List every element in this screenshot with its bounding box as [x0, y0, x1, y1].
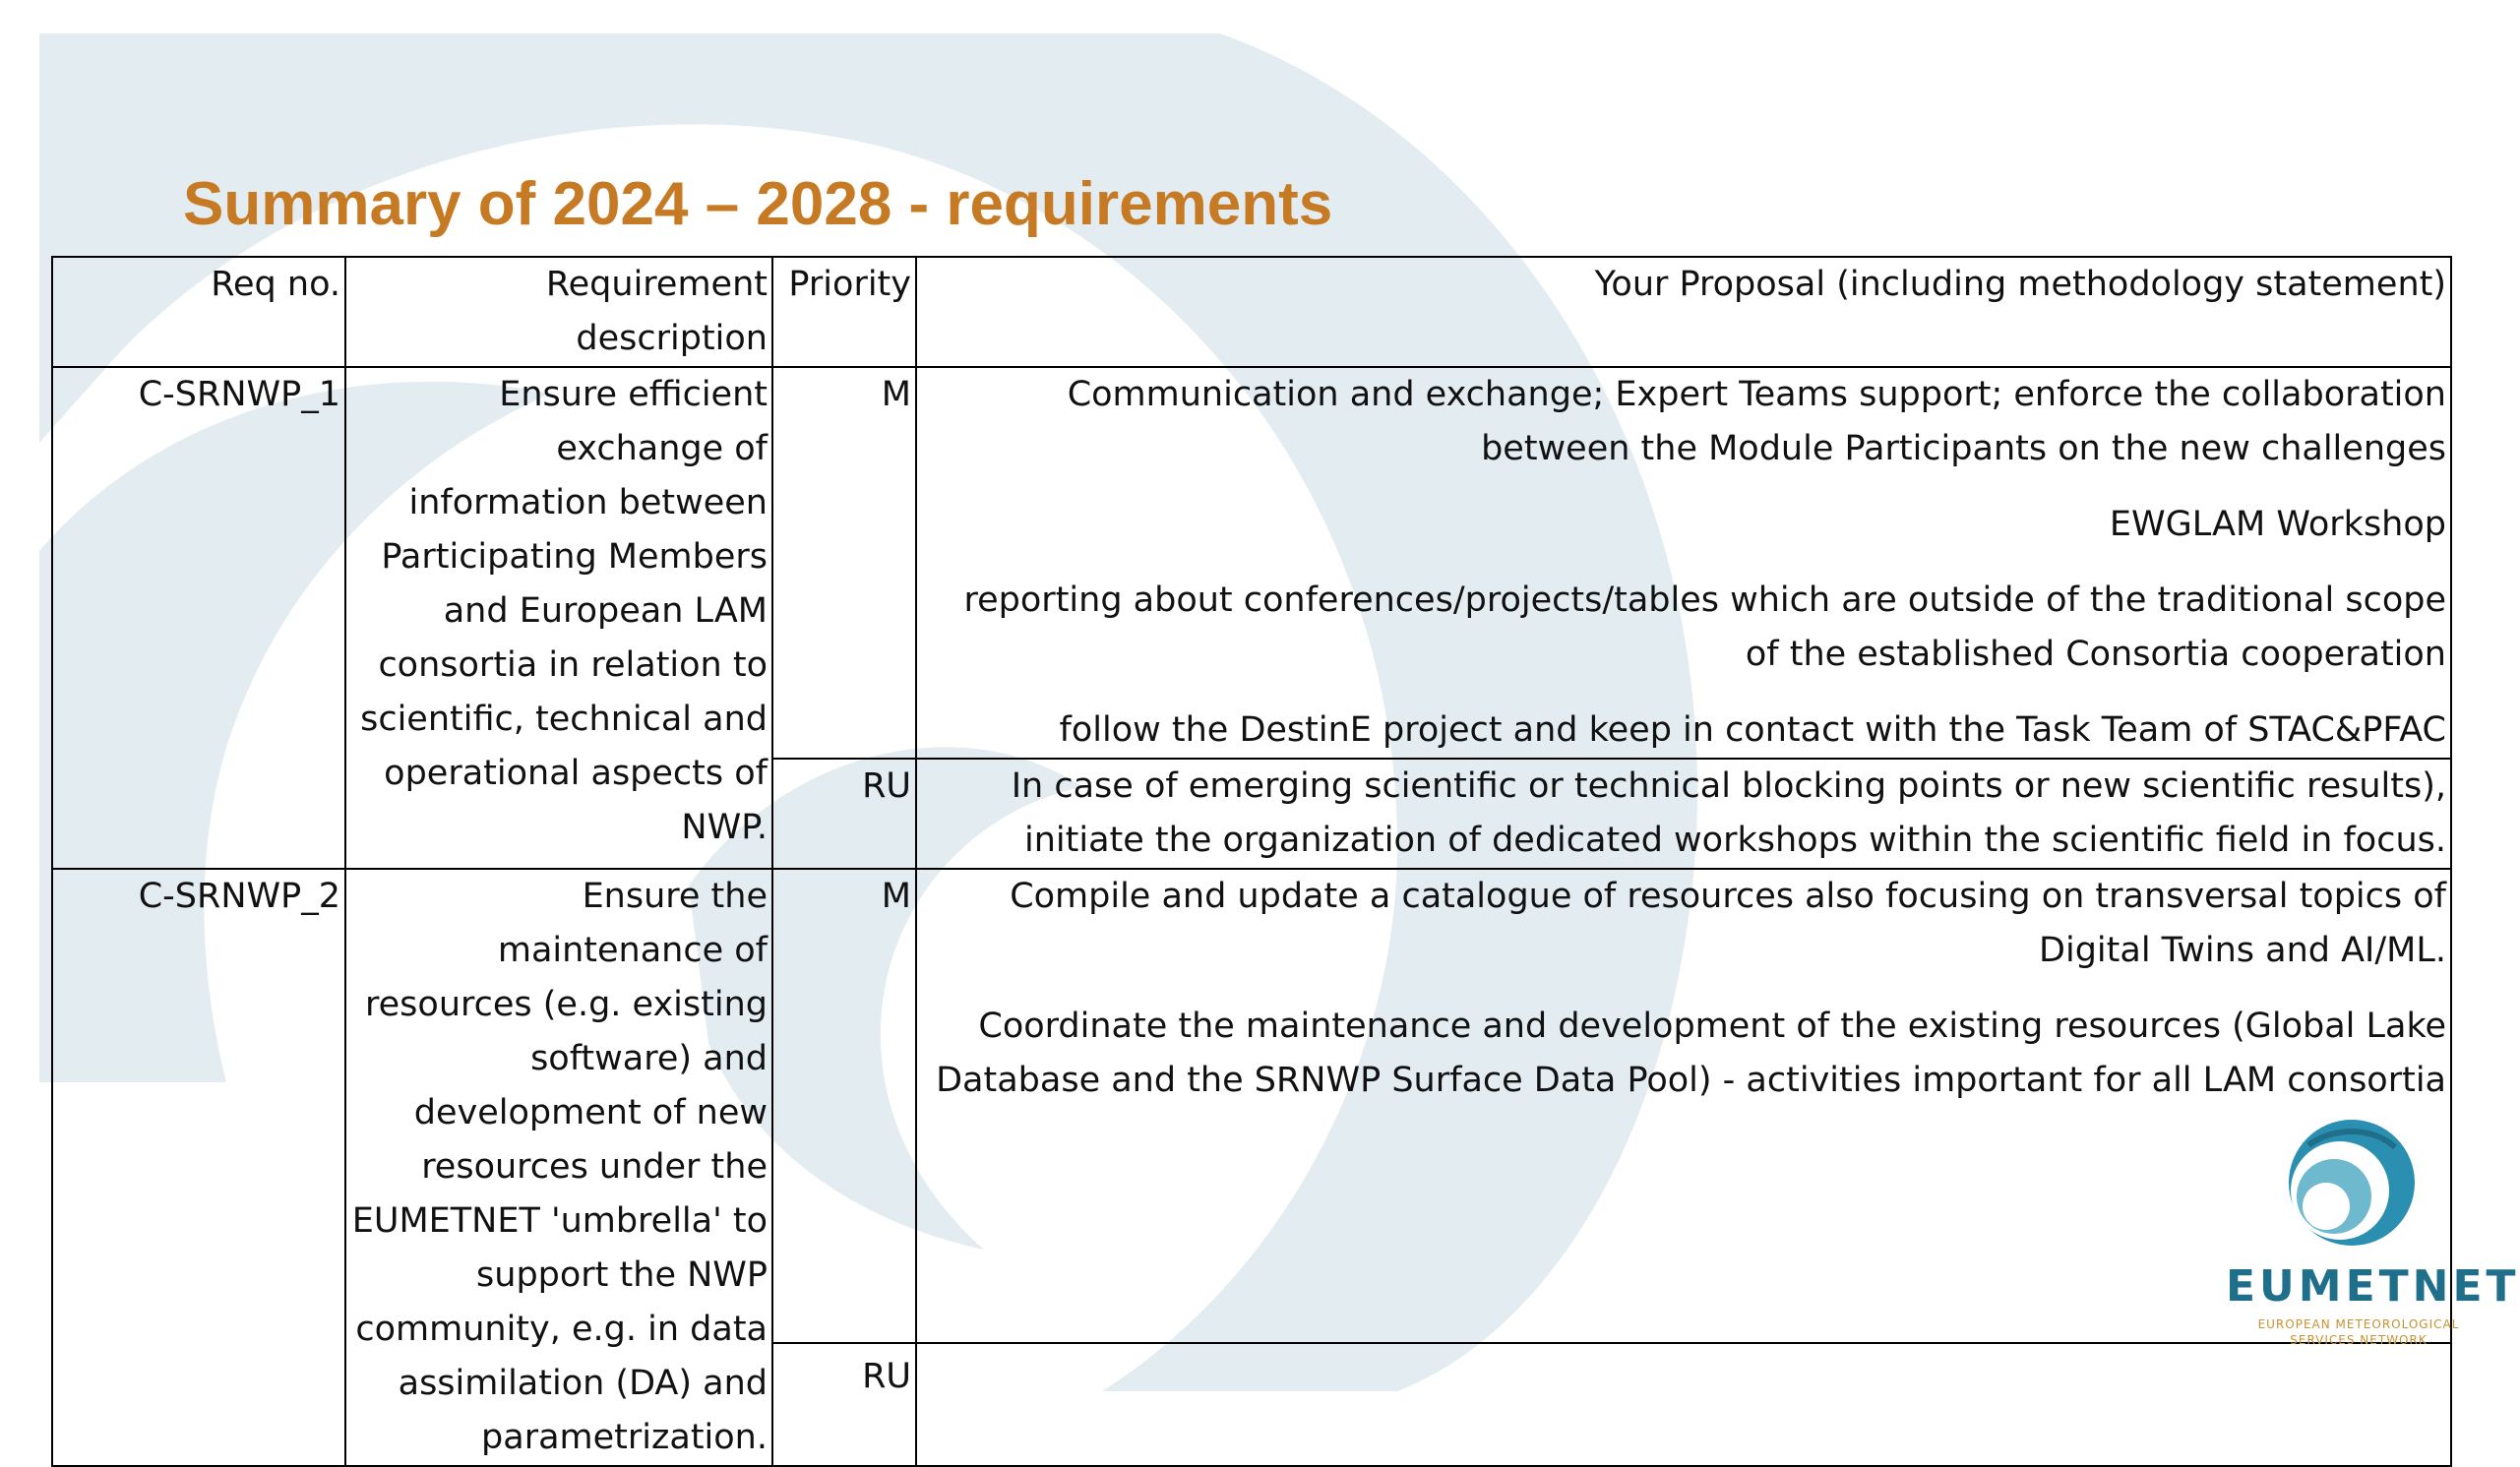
- req-no-cell: C-SRNWP_1: [52, 367, 345, 869]
- proposal-paragraph: Coordinate the maintenance and development of the existing resources (Global Lake Database and the SRNWP Surface Data Pool) - activities important for all LAM consortia: [936, 1007, 2446, 1100]
- priority-cell: RU: [772, 1343, 916, 1466]
- proposal-paragraph: Compile and update a catalogue of resources also focusing on transversal topics of Digital Twins and AI/ML.: [1010, 877, 2446, 970]
- logo-wordmark: EUMETNET: [2226, 1261, 2520, 1312]
- table-row: [52, 367, 2451, 759]
- proposal-paragraph: In case of emerging scientific or technical blocking points or new scientific results), initiate the organization of dedicated workshops within the scientific field in focus.: [1011, 766, 2446, 860]
- priority-cell: RU: [772, 759, 916, 869]
- priority-cell: M: [772, 367, 916, 759]
- header-req-no: Req no.: [52, 257, 345, 367]
- table-row: [52, 869, 2451, 1343]
- table-header-row: [52, 257, 2451, 367]
- requirement-description-cell: Ensure the maintenance of resources (e.g. existing software) and development of new resources under the EUMETNET 'umbrella' to support the NWP community, e.g. in data assimilation (DA) and parametrization.: [345, 869, 772, 1466]
- header-your-proposal: Your Proposal (including methodology statement): [916, 257, 2451, 367]
- proposal-paragraph: Communication and exchange; Expert Teams support; enforce the collaboration between the Module Participants on the new challenges: [1067, 375, 2446, 468]
- proposal-paragraph: follow the DestinE project and keep in contact with the Task Team of STAC&PFAC: [1059, 710, 2446, 750]
- proposal-cell: [916, 367, 2451, 759]
- header-requirement-description: Requirement description: [345, 257, 772, 367]
- proposal-cell-empty: [916, 1343, 2451, 1466]
- requirements-table: [51, 256, 2452, 1467]
- logo-tagline: EUROPEAN METEOROLOGICAL SERVICES NETWORK: [2257, 1317, 2460, 1347]
- proposal-cell: [916, 759, 2451, 869]
- proposal-paragraph: reporting about conferences/projects/tables which are outside of the traditional scope of the established Consortia cooperation: [963, 581, 2446, 674]
- slide-title: Summary of 2024 – 2028 - requirements: [183, 170, 1333, 238]
- requirement-description-cell: Ensure efficient exchange of information between Participating Members and European LAM consortia in relation to scientific, technical and operational aspects of NWP.: [345, 367, 772, 869]
- priority-cell: M: [772, 869, 916, 1343]
- proposal-paragraph: EWGLAM Workshop: [2109, 505, 2446, 544]
- req-no-cell: C-SRNWP_2: [52, 869, 345, 1466]
- header-priority: Priority: [772, 257, 916, 367]
